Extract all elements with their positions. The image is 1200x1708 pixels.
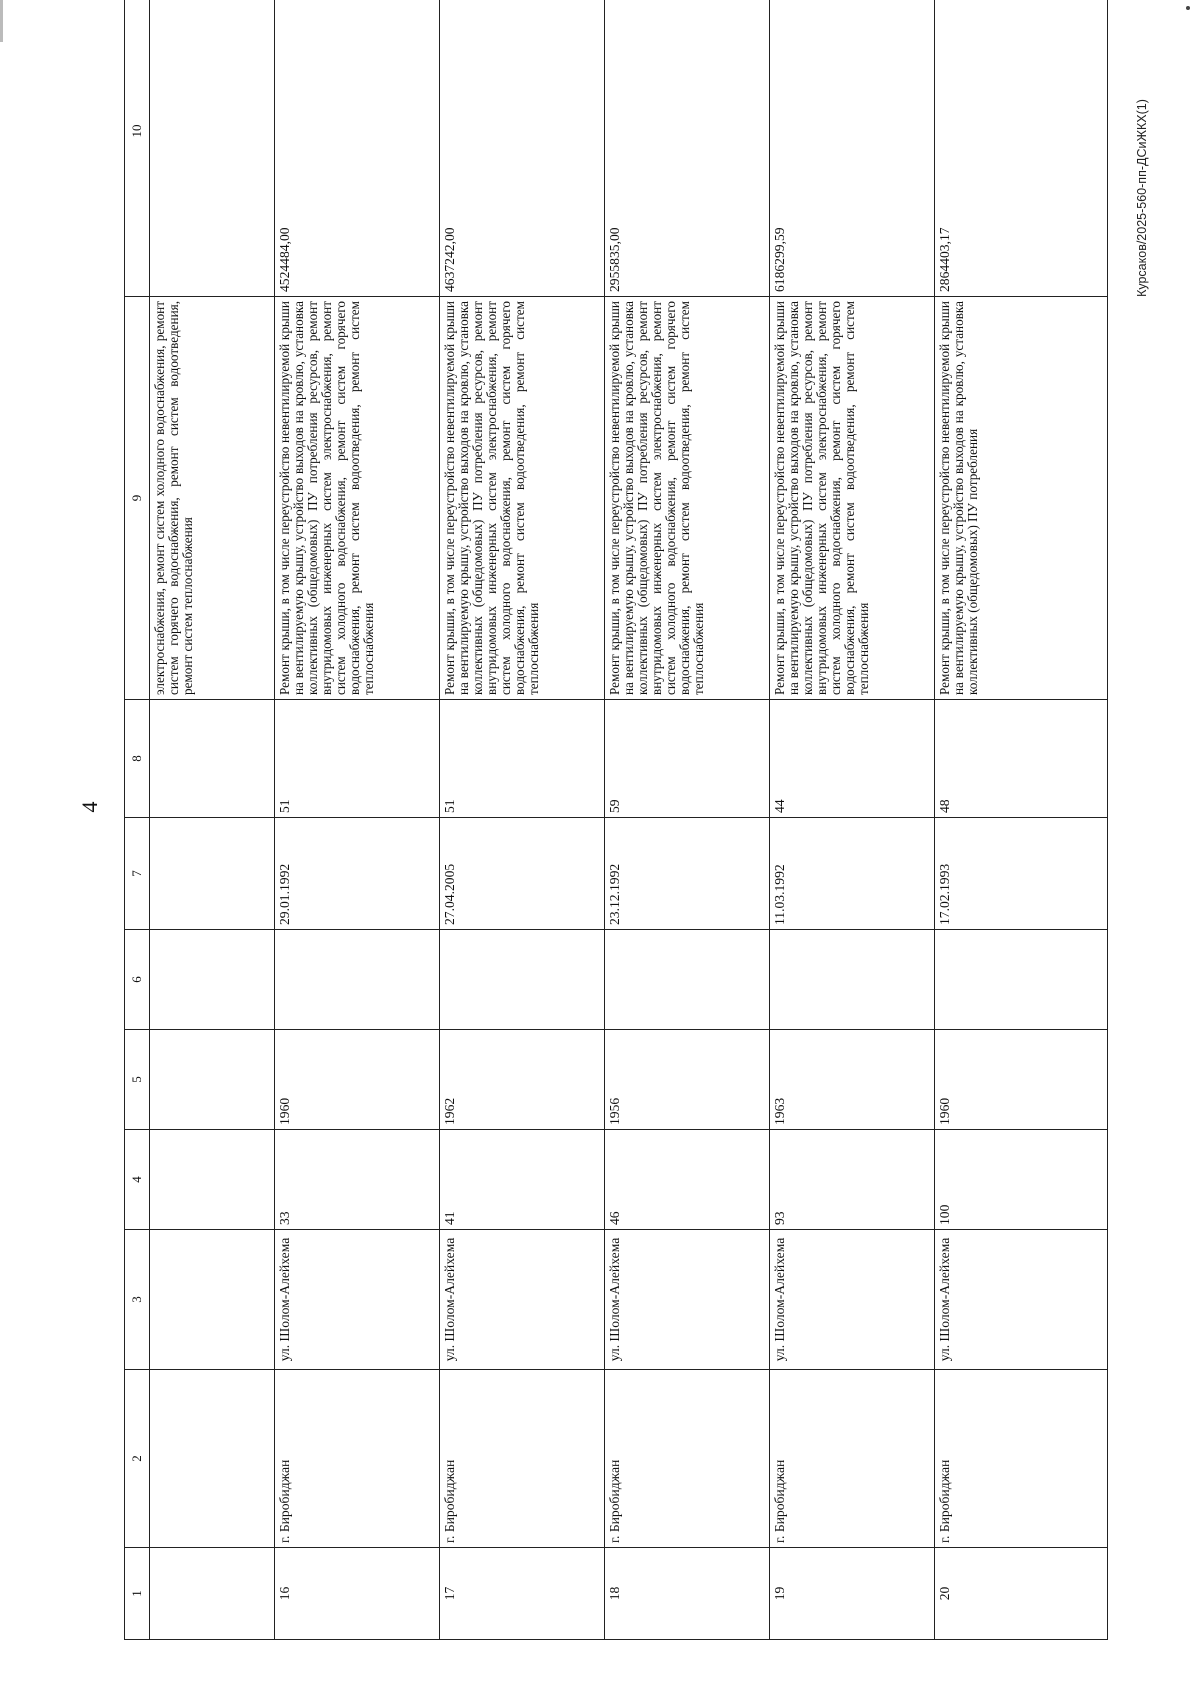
- house-cell: 100: [935, 1130, 1108, 1230]
- scan-dot: [1186, 6, 1190, 10]
- street-cell: ул. Шолом-Алейхема: [605, 1230, 770, 1370]
- work-description-cell: Ремонт крыши, в том числе переустройство невентилируемой крыши на вентилируемую крышу, устройство выходов на кровлю, установка коллективных (общедомовых) ПУ потребления ресурсов, ремонт внутридомовых инженерных систем электроснабжения, ремонт систем холодного водоснабжения, ремонт систем горячего водоснабжения, ремонт систем водоотведения, ремонт систем теплоснабжения: [440, 297, 605, 700]
- table-row: [440, 0, 605, 1640]
- header-cell: 2: [125, 1370, 150, 1548]
- date-cell: 23.12.1992: [605, 818, 770, 930]
- row-number-cell: 20: [935, 1548, 1108, 1640]
- header-cell: 4: [125, 1130, 150, 1230]
- work-description-cell: Ремонт крыши, в том числе переустройство невентилируемой крыши на вентилируемую крышу, устройство выходов на кровлю, установка коллективных (общедомовых) ПУ потребления ресурсов, ремонт внутридомовых инженерных систем электроснабжения, ремонт систем холодного водоснабжения, ремонт систем горячего водоснабжения, ремонт систем водоотведения, ремонт систем теплоснабжения: [770, 297, 935, 700]
- year-cell: 1956: [605, 1030, 770, 1130]
- year-cell: 1960: [275, 1030, 440, 1130]
- repair-program-table: [124, 0, 1108, 1640]
- table-row: [605, 0, 770, 1640]
- header-cell: 7: [125, 818, 150, 930]
- column-6-cell: [770, 930, 935, 1030]
- table-row: [935, 0, 1108, 1640]
- work-description-cell: электроснабжения, ремонт систем холодного водоснабжения, ремонт систем горячего водоснабжения, ремонт систем водоотведения, ремонт систем теплоснабжения: [150, 297, 275, 700]
- city-cell: г. Биробиджан: [605, 1370, 770, 1548]
- house-cell: 46: [605, 1130, 770, 1230]
- year-cell: 1962: [440, 1030, 605, 1130]
- house-cell: 93: [770, 1130, 935, 1230]
- date-cell: 11.03.1992: [770, 818, 935, 930]
- house-cell: 33: [275, 1130, 440, 1230]
- header-cell: 10: [125, 0, 150, 297]
- apartments-cell: 44: [770, 700, 935, 818]
- city-cell: г. Биробиджан: [275, 1370, 440, 1548]
- table-row: [770, 0, 935, 1640]
- row-number-cell: 16: [275, 1548, 440, 1640]
- apartments-cell: 51: [440, 700, 605, 818]
- date-cell: 17.02.1993: [935, 818, 1108, 930]
- header-cell: 3: [125, 1230, 150, 1370]
- column-6-cell: [605, 930, 770, 1030]
- header-cell: 5: [125, 1030, 150, 1130]
- column-6-cell: [935, 930, 1108, 1030]
- page-number: 4: [77, 801, 102, 813]
- apartments-cell: 48: [935, 700, 1108, 818]
- house-cell: 41: [440, 1130, 605, 1230]
- header-cell: 8: [125, 700, 150, 818]
- continuation-row: [150, 0, 275, 1640]
- cost-cell: 4524484,00: [275, 0, 440, 297]
- column-6-cell: [275, 930, 440, 1030]
- street-cell: ул. Шолом-Алейхема: [275, 1230, 440, 1370]
- row-number-cell: 17: [440, 1548, 605, 1640]
- document-code-text: Курсаков/2025-560-пп-ДСиЖКХ(1): [1135, 99, 1149, 297]
- street-cell: ул. Шолом-Алейхема: [440, 1230, 605, 1370]
- table-row: [275, 0, 440, 1640]
- cost-cell: 6186299,59: [770, 0, 935, 297]
- row-number-cell: 19: [770, 1548, 935, 1640]
- header-cell: 6: [125, 930, 150, 1030]
- city-cell: г. Биробиджан: [440, 1370, 605, 1548]
- header-cell: 1: [125, 1548, 150, 1640]
- column-6-cell: [440, 930, 605, 1030]
- row-number-cell: 18: [605, 1548, 770, 1640]
- work-description-cell: Ремонт крыши, в том числе переустройство невентилируемой крыши на вентилируемую крышу, устройство выходов на кровлю, установка коллективных (общедомовых) ПУ потребления ресурсов, ремонт внутридомовых инженерных систем электроснабжения, ремонт систем холодного водоснабжения, ремонт систем горячего водоснабжения, ремонт систем водоотведения, ремонт систем теплоснабжения: [275, 297, 440, 700]
- date-cell: 27.04.2005: [440, 818, 605, 930]
- table-container: [124, 66, 1200, 1601]
- city-cell: г. Биробиджан: [935, 1370, 1108, 1548]
- scan-edge-mark: [0, 0, 3, 42]
- city-cell: г. Биробиджан: [770, 1370, 935, 1548]
- street-cell: ул. Шолом-Алейхема: [935, 1230, 1108, 1370]
- date-cell: 29.01.1992: [275, 818, 440, 930]
- table-header-row: [125, 0, 150, 1640]
- header-cell: 9: [125, 297, 150, 700]
- work-description-cell: Ремонт крыши, в том числе переустройство невентилируемой крыши на вентилируемую крышу, устройство выходов на кровлю, установка коллективных (общедомовых) ПУ потребления: [935, 297, 1108, 700]
- cost-cell: 2864403,17: [935, 0, 1108, 297]
- apartments-cell: 59: [605, 700, 770, 818]
- year-cell: 1963: [770, 1030, 935, 1130]
- work-description-cell: Ремонт крыши, в том числе переустройство невентилируемой крыши на вентилируемую крышу, устройство выходов на кровлю, установка коллективных (общедомовых) ПУ потребления ресурсов, ремонт внутридомовых инженерных систем электроснабжения, ремонт систем холодного водоснабжения, ремонт систем горячего водоснабжения, ремонт систем водоотведения, ремонт систем теплоснабжения: [605, 297, 770, 700]
- apartments-cell: 51: [275, 700, 440, 818]
- street-cell: ул. Шолом-Алейхема: [770, 1230, 935, 1370]
- year-cell: 1960: [935, 1030, 1108, 1130]
- cost-cell: 2955835,00: [605, 0, 770, 297]
- cost-cell: 4637242,00: [440, 0, 605, 297]
